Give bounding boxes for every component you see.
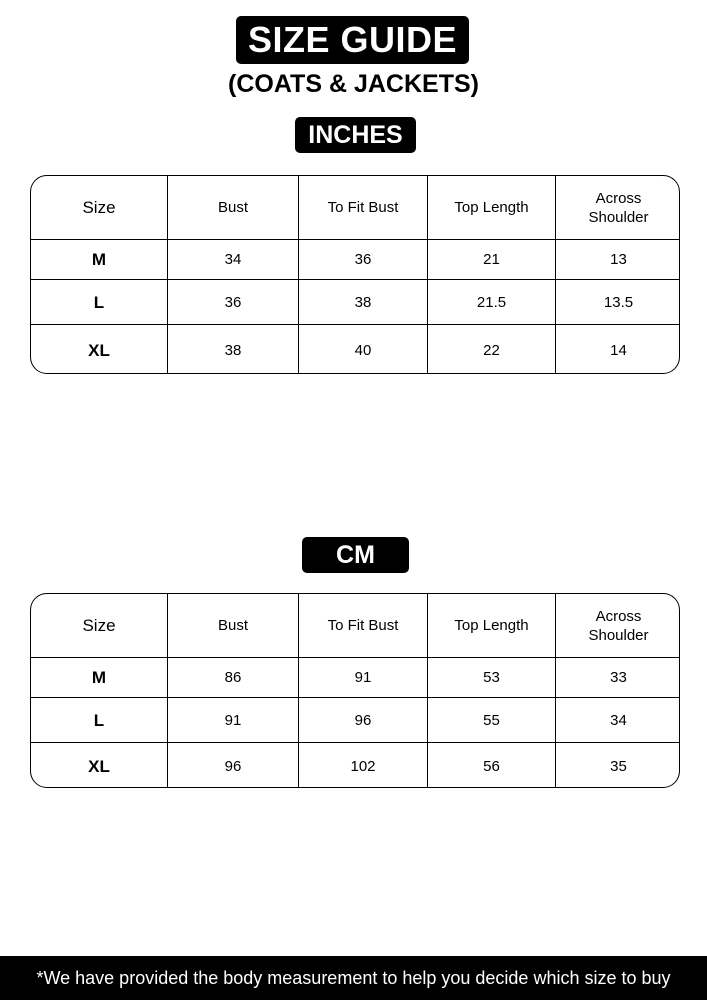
table-header-row: [31, 594, 679, 657]
cell-across-shoulder: 13.5: [555, 280, 680, 324]
size-table-inches: [30, 175, 680, 374]
cell-top-length: 55: [427, 698, 555, 742]
cell-bust: 34: [167, 240, 298, 279]
cell-across-shoulder: 35: [555, 743, 680, 788]
cell-to-fit-bust: 102: [298, 743, 427, 788]
cell-to-fit-bust: 36: [298, 240, 427, 279]
cell-size: L: [93, 292, 105, 312]
header-top-length: Top Length: [427, 176, 555, 239]
table-row: [31, 324, 679, 374]
header-size: Size: [82, 616, 116, 635]
unit-label-cm: CM: [302, 537, 409, 573]
table-row: [31, 742, 679, 788]
header-to-fit-bust: To Fit Bust: [298, 594, 427, 657]
cell-size: M: [91, 250, 107, 269]
cell-bust: 36: [167, 280, 298, 324]
header-top-length: Top Length: [427, 594, 555, 657]
cell-across-shoulder: 14: [555, 325, 680, 374]
footer-note: *We have provided the body measurement to help you decide which size to buy: [0, 956, 707, 1000]
cell-bust: 91: [167, 698, 298, 742]
header-to-fit-bust: To Fit Bust: [298, 176, 427, 239]
header-size: Size: [82, 198, 116, 217]
cell-size: L: [93, 710, 105, 730]
cell-across-shoulder: 33: [555, 658, 680, 697]
cell-bust: 96: [167, 743, 298, 788]
table-row: [31, 279, 679, 324]
page-subtitle: (COATS & JACKETS): [228, 70, 479, 98]
cell-top-length: 21: [427, 240, 555, 279]
cell-bust: 38: [167, 325, 298, 374]
cell-to-fit-bust: 38: [298, 280, 427, 324]
table-header-row: [31, 176, 679, 239]
cell-size: XL: [88, 756, 110, 776]
cell-to-fit-bust: 40: [298, 325, 427, 374]
header-across-shoulder: Across Shoulder: [555, 176, 680, 239]
page-title: SIZE GUIDE: [236, 16, 469, 64]
cell-to-fit-bust: 91: [298, 658, 427, 697]
cell-top-length: 22: [427, 325, 555, 374]
cell-top-length: 21.5: [427, 280, 555, 324]
table-row: [31, 239, 679, 279]
table-row: [31, 697, 679, 742]
cell-across-shoulder: 34: [555, 698, 680, 742]
cell-top-length: 56: [427, 743, 555, 788]
size-table-cm: [30, 593, 680, 788]
cell-top-length: 53: [427, 658, 555, 697]
header-bust: Bust: [167, 594, 298, 657]
cell-size: XL: [88, 340, 110, 360]
header-bust: Bust: [167, 176, 298, 239]
cell-bust: 86: [167, 658, 298, 697]
cell-across-shoulder: 13: [555, 240, 680, 279]
header-across-shoulder: Across Shoulder: [555, 594, 680, 657]
cell-size: M: [91, 668, 107, 687]
cell-to-fit-bust: 96: [298, 698, 427, 742]
unit-label-inches: INCHES: [295, 117, 416, 153]
table-row: [31, 657, 679, 697]
